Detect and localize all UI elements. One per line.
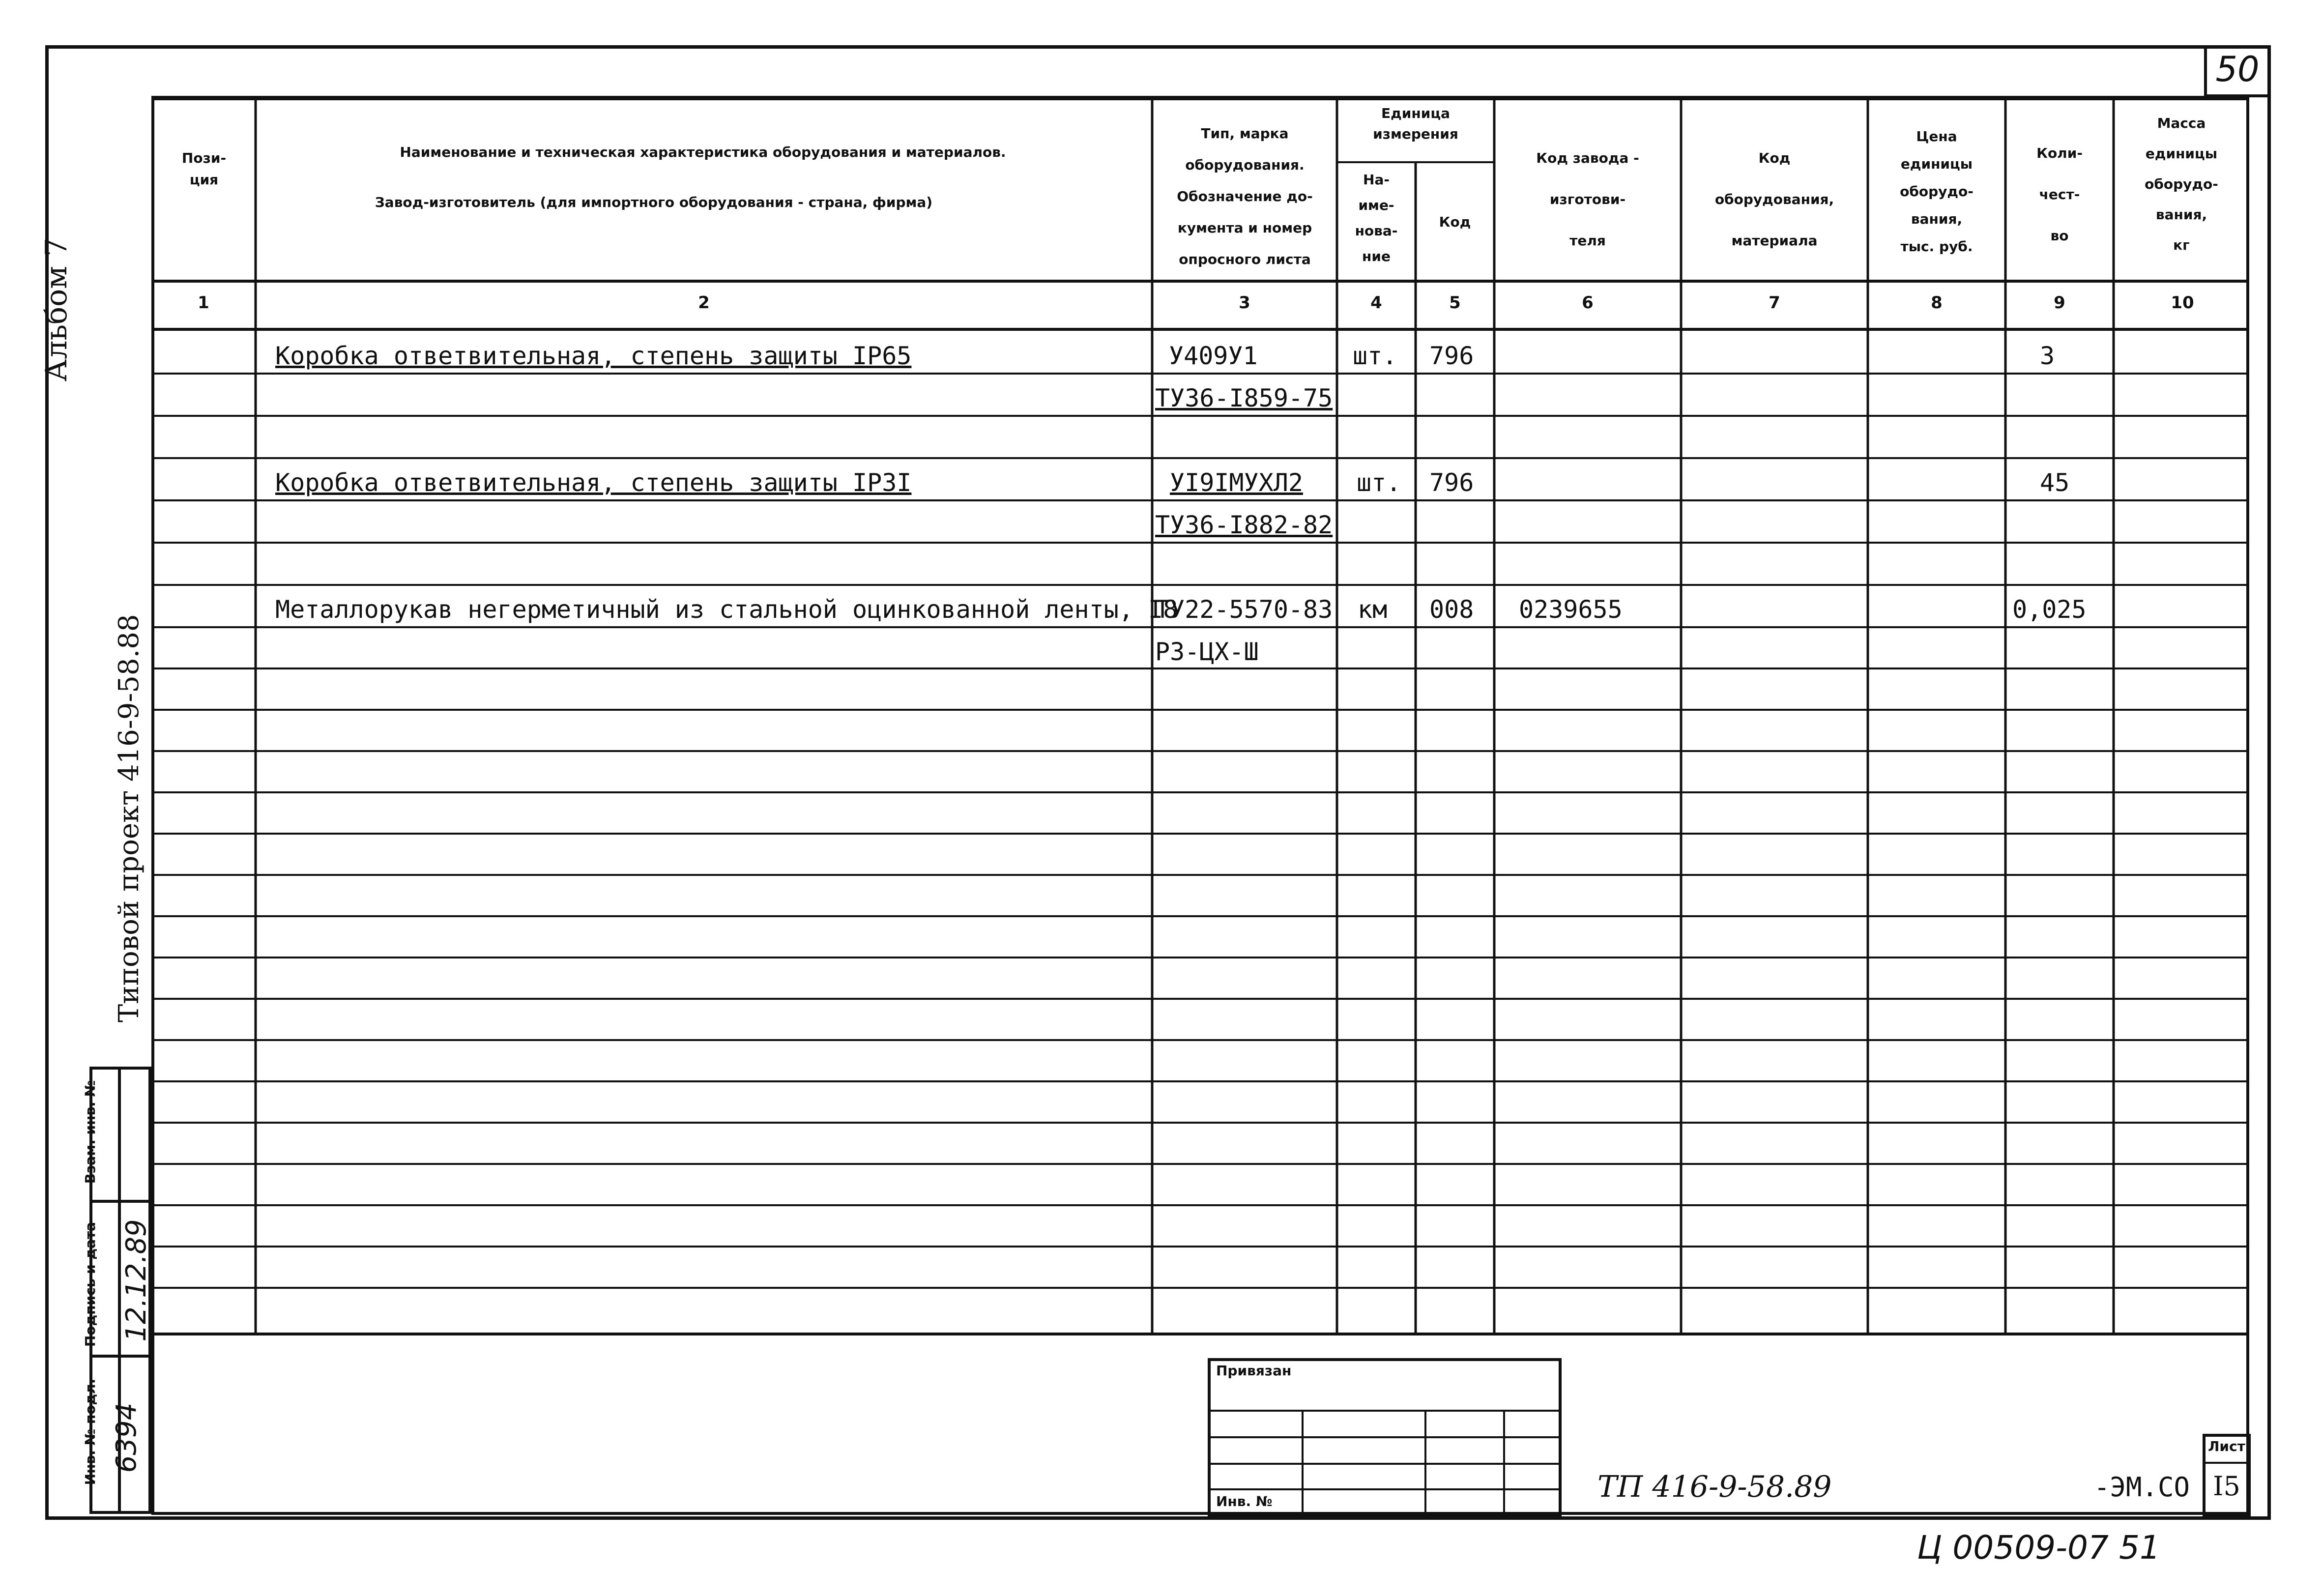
column-number-5: 5 (1449, 293, 1461, 313)
table-row-2-qty: 45 (2040, 468, 2070, 497)
column-number-4: 4 (1370, 293, 1382, 313)
header-factory-code: Код завода - изготови- теля (1536, 150, 1639, 249)
table-row-2-code: 796 (1429, 468, 1474, 497)
table-row-2-unit: шт. (1357, 468, 1401, 497)
header-unit: Единица измерения (1373, 105, 1458, 142)
inv-no-label: Инв. № (1216, 1493, 1273, 1509)
sheet-label: Лист (2208, 1438, 2245, 1454)
table-row-1-qty: 3 (2040, 342, 2055, 370)
table-row-2-doc: ТУ36-I882-82 (1155, 511, 1333, 539)
header-type: Тип, марка оборудования. Обозначение до- кумента и номер опросного листа (1177, 125, 1313, 267)
table-row-3-doc: Р3-ЦХ-Ш (1155, 638, 1259, 666)
table-row-1-name: Коробка ответвительная, степень защиты IP65 (275, 342, 912, 370)
table-row-3-type: ТУ22-5570-83 (1155, 595, 1333, 624)
column-number-1: 1 (198, 293, 209, 313)
inv-original-value: 6394 (111, 1402, 143, 1473)
header-quantity: Коли- чест- во (2036, 145, 2083, 244)
table-row-3-unit: км (1358, 595, 1388, 624)
signature-date-value: 12.12.89 (120, 1219, 152, 1342)
sheet-number: 50 (2215, 49, 2260, 89)
designation: ТП 416-9-58.89 (1597, 1470, 1832, 1504)
column-number-6: 6 (1582, 293, 1594, 313)
table-row-1-code: 796 (1429, 342, 1474, 370)
column-number-7: 7 (1769, 293, 1780, 313)
table-row-3-code: 008 (1429, 595, 1474, 624)
table-row-1-doc: ТУ36-I859-75 (1155, 384, 1333, 412)
album-label: Альбом 7 (39, 237, 74, 382)
table-row-3-qty: 0,025 (2012, 595, 2087, 624)
inv-original-label: Инв. № подл. (82, 1378, 98, 1485)
header-mass: Масса единицы оборудо- вания, кг (2145, 115, 2218, 253)
table-row-2-name: Коробка ответвительная, степень защиты IP3I (275, 468, 912, 497)
table-row-2-type: УI9IМУХЛ2 (1170, 468, 1303, 497)
header-name-line1: Наименование и техническая характеристика оборудования и материалов. (400, 144, 1006, 160)
table-row-1-type: У409У1 (1169, 342, 1258, 370)
vzam-inv-label: Взам. инв. № (82, 1080, 98, 1184)
table-row-1-unit: шт. (1353, 342, 1397, 370)
header-unit-name: На- име- нова- ние (1355, 172, 1398, 264)
column-number-8: 8 (1931, 293, 1943, 313)
table-row-3-name: Металлорукав негерметичный из стальной оцинкованной ленты, I8 (275, 595, 1178, 624)
header-unit-code: Код (1439, 214, 1471, 230)
project-label: Типовой проект 416-9-58.88 (113, 614, 145, 1022)
table-row-3-factory: 0239655 (1519, 595, 1623, 624)
header-position: Пози- ция (181, 150, 227, 188)
sheet-value: I5 (2213, 1471, 2240, 1502)
column-number-3: 3 (1239, 293, 1250, 313)
header-equipment-code: Код оборудования, материала (1714, 150, 1834, 249)
document-code: -ЭМ.СО (2094, 1472, 2190, 1503)
header-name-line2: Завод-изготовитель (для импортного оборудования - страна, фирма) (375, 194, 933, 210)
footer-note: Ц 00509-07 51 (1917, 1529, 2160, 1567)
signature-date-label: Подпись и дата (82, 1221, 98, 1347)
column-number-9: 9 (2054, 293, 2065, 313)
column-number-10: 10 (2171, 293, 2194, 313)
column-number-2: 2 (698, 293, 710, 313)
header-price: Цена единицы оборудо- вания, тыс. руб. (1900, 128, 1974, 255)
privyazan-label: Привязан (1216, 1363, 1292, 1379)
